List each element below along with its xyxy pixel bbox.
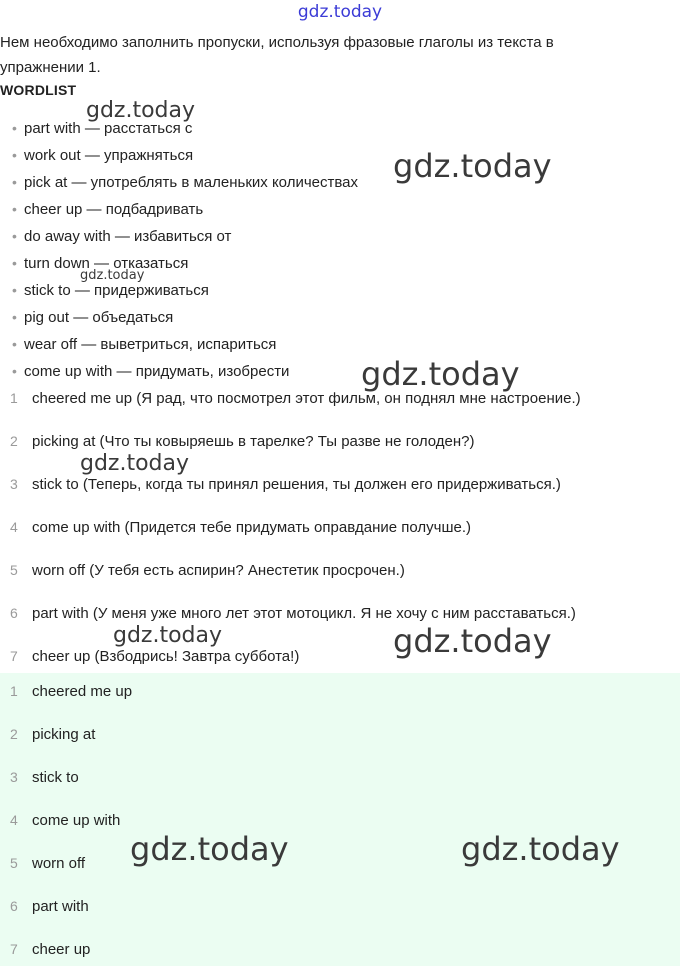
bullet-icon: • <box>12 120 17 136</box>
bullet-icon: • <box>12 147 17 163</box>
answer-text: cheer up (Взбодрись! Завтра суббота!) <box>32 648 300 665</box>
watermark-text: gdz.today <box>361 355 520 393</box>
answer-number: 3 <box>10 476 18 492</box>
bullet-icon: • <box>12 282 17 298</box>
wordlist-item-text: wear off — выветриться, испариться <box>24 336 277 353</box>
answer-number: 7 <box>10 648 18 664</box>
watermark-text: gdz.today <box>393 147 552 185</box>
short-answer-row <box>10 806 120 834</box>
answer-row <box>10 599 576 627</box>
bullet-icon: • <box>12 228 17 244</box>
short-answer-row <box>10 892 89 920</box>
wordlist-item <box>12 115 192 142</box>
wordlist-item-text: part with — расстаться с <box>24 120 193 137</box>
wordlist-item <box>12 304 173 331</box>
answer-text: part with (У меня уже много лет этот мотоцикл. Я не хочу с ним расставаться.) <box>32 605 576 622</box>
wordlist-item-text: do away with — избавиться от <box>24 228 232 245</box>
wordlist-item <box>12 196 203 223</box>
answer-row <box>10 427 475 455</box>
task-instruction: Нем необходимо заполнить пропуски, используя фразовые глаголы из текста в упражнении 1. <box>0 34 554 76</box>
wordlist-item-text: work out — упражняться <box>24 147 194 164</box>
answer-text: come up with (Придется тебе придумать оправдание получше.) <box>32 519 471 536</box>
answer-number: 5 <box>10 855 18 871</box>
wordlist-item-text: turn down — отказаться <box>24 255 189 272</box>
answer-number: 4 <box>10 519 18 535</box>
bullet-icon: • <box>12 174 17 190</box>
watermark-text: gdz.today <box>80 451 190 476</box>
answer-text: cheered me up <box>32 683 133 700</box>
wordlist-item-text: stick to — придерживаться <box>24 282 209 299</box>
wordlist-item <box>12 250 188 277</box>
answer-text: cheered me up (Я рад, что посмотрел этот фильм, он поднял мне настроение.) <box>32 390 581 407</box>
answer-text: stick to (Теперь, когда ты принял решения, ты должен его придерживаться.) <box>32 476 561 493</box>
short-answers-box <box>0 673 680 966</box>
short-answer-row <box>10 935 90 963</box>
bullet-icon: • <box>12 363 17 379</box>
answer-text: worn off <box>32 855 86 872</box>
short-answer-row <box>10 849 85 877</box>
wordlist-item-text: pig out — объедаться <box>24 309 174 326</box>
wordlist-item <box>12 223 231 250</box>
answer-number: 2 <box>10 726 18 742</box>
answer-text: worn off (У тебя есть аспирин? Анестетик просрочен.) <box>32 562 405 579</box>
wordlist-item-text: come up with — придумать, изобрести <box>24 363 290 380</box>
answer-number: 7 <box>10 941 18 957</box>
wordlist-item <box>12 169 358 196</box>
answer-number: 4 <box>10 812 18 828</box>
wordlist-item <box>12 358 289 385</box>
wordlist-item <box>12 331 276 358</box>
short-answer-row <box>10 677 132 705</box>
answer-row <box>10 384 581 412</box>
watermark-text: gdz.today <box>80 268 145 283</box>
answer-number: 5 <box>10 562 18 578</box>
top-watermark: gdz.today <box>297 2 383 22</box>
answer-text: part with <box>32 898 89 915</box>
watermark-text: gdz.today <box>86 98 196 123</box>
answer-row <box>10 513 471 541</box>
watermark-text: gdz.today <box>113 623 223 648</box>
answer-number: 3 <box>10 769 18 785</box>
answer-text: come up with <box>32 812 121 829</box>
wordlist-item <box>12 277 209 304</box>
answer-number: 1 <box>10 683 18 699</box>
answer-number: 6 <box>10 898 18 914</box>
short-answer-row <box>10 720 95 748</box>
bullet-icon: • <box>12 336 17 352</box>
watermark-text: gdz.today <box>130 830 289 868</box>
wordlist-item-text: cheer up — подбадривать <box>24 201 204 218</box>
wordlist-item-text: pick at — употреблять в маленьких количествах <box>24 174 358 191</box>
answer-text: picking at <box>32 726 96 743</box>
answer-text: picking at (Что ты ковыряешь в тарелке? Ты разве не голоден?) <box>32 433 475 450</box>
short-answer-row <box>10 763 79 791</box>
bullet-icon: • <box>12 309 17 325</box>
answer-number: 1 <box>10 390 18 406</box>
answer-number: 6 <box>10 605 18 621</box>
answer-number: 2 <box>10 433 18 449</box>
bullet-icon: • <box>12 201 17 217</box>
answer-row <box>10 642 299 670</box>
wordlist-item <box>12 142 193 169</box>
answer-row <box>10 470 561 498</box>
answer-row <box>10 556 405 584</box>
bullet-icon: • <box>12 255 17 271</box>
wordlist-heading: WORDLIST <box>0 82 77 98</box>
watermark-text: gdz.today <box>393 622 552 660</box>
answer-text: cheer up <box>32 941 91 958</box>
answer-text: stick to <box>32 769 79 786</box>
watermark-text: gdz.today <box>461 830 620 868</box>
